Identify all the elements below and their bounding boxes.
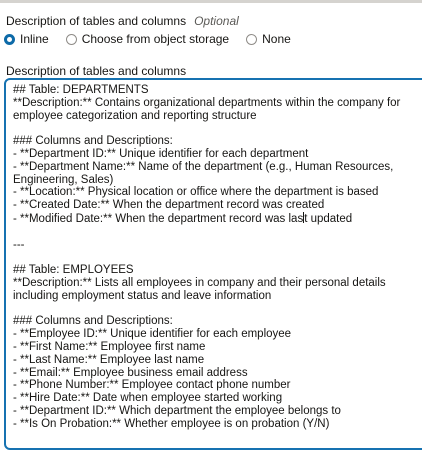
radio-unselected-icon [66,34,77,45]
description-field-label: Description of tables and columns [6,64,187,78]
textarea-line [13,122,422,135]
radio-object-storage[interactable] [66,32,229,46]
textarea-line: Engineering, Sales) [13,173,114,186]
textarea-line: - **Hire Date:** Date when employee started working [13,392,283,405]
textarea-line: - **Phone Number:** Employee contact phone number [13,379,291,392]
source-section-title: Description of tables and columns [6,14,187,28]
textarea-line: - **Employee ID:** Unique identifier for each employee [13,328,292,341]
textarea-line: - **Modified Date:** When the department record was last updated [13,212,353,225]
textarea-line: - **Department ID:** Unique identifier for each department [13,147,309,160]
textarea-line: employee categorization and reporting structure [13,109,257,122]
textarea-line: - **Location:** Physical location or office where the department is based [13,186,379,199]
radio-none-label: None [262,32,291,46]
textarea-line: - **Is On Probation:** Whether employee is on probation (Y/N) [13,417,330,430]
radio-inline[interactable] [4,32,49,46]
textarea-line: - **First Name:** Employee first name [13,340,206,353]
source-section-label [6,14,239,28]
textarea-line [13,303,422,316]
radio-none[interactable] [246,32,291,46]
textarea-line: - **Department ID:** Which department the employee belongs to [13,404,341,417]
textarea-line: - **Created Date:** When the department record was created [13,199,325,212]
optional-hint: Optional [194,14,239,28]
textarea-line: ### Columns and Descriptions: [13,135,173,148]
textarea-line: - **Email:** Employee business email address [13,366,248,379]
textarea-line: **Description:** Contains organizational departments within the company for [13,96,401,109]
top-divider [0,0,422,3]
textarea-line: - **Last Name:** Employee last name [13,353,205,366]
radio-object-storage-label: Choose from object storage [81,32,230,46]
textarea-line: --- [13,238,25,251]
textarea-line: **Description:** Lists all employees in company and their personal details [13,276,386,289]
description-textarea[interactable] [4,78,422,450]
textarea-line: ## Table: DEPARTMENTS [13,84,149,96]
textarea-line: ## Table: EMPLOYEES [13,264,134,277]
textarea-line [13,226,422,239]
text-cursor [303,212,304,223]
radio-unselected-icon [246,34,257,45]
textarea-line: including employment status and leave information [13,289,272,302]
textarea-line [13,251,422,264]
textarea-line: ### Columns and Descriptions: [13,315,173,328]
description-source-radio-group [4,31,308,47]
radio-inline-label: Inline [20,32,49,46]
radio-selected-icon [4,34,15,45]
textarea-line: - **Department Name:** Name of the department (e.g., Human Resources, [13,160,394,173]
